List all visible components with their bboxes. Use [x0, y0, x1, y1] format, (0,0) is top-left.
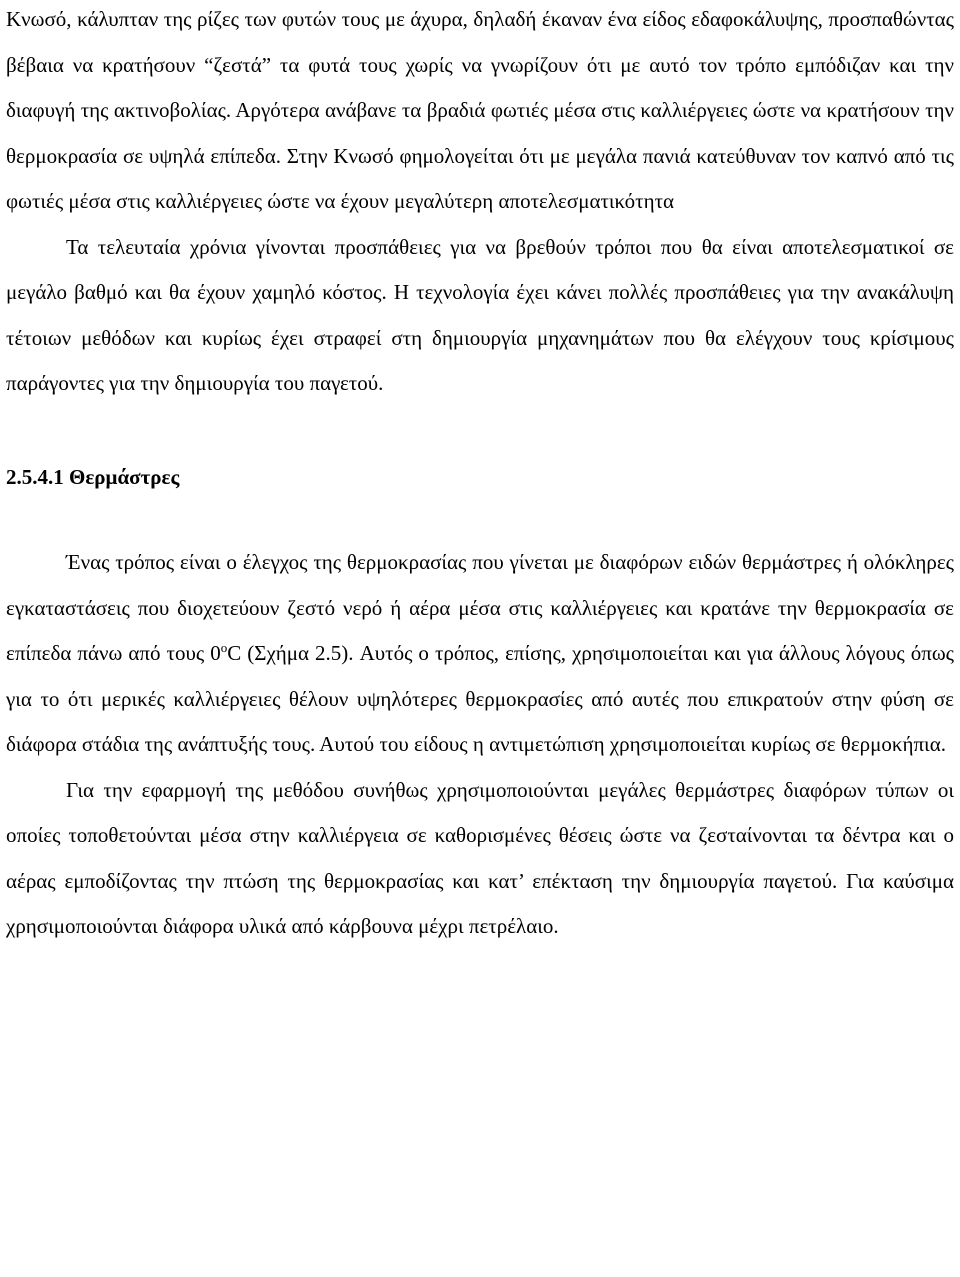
paragraph-heaters-text-end: C (Σχήμα 2.5). Αυτός ο τρόπος, επίσης, χρησιμοποιείται και για άλλους λόγους όπως για το ότι μερικές καλλιέργειες θέλουν υψηλότερες θερμοκρασίες από αυτές που επικρατούν στην φύση σε διάφορα στάδια της ανάπτυξής τους. Αυτού του είδους η αντιμετώπιση χρησιμοποιείται κυρίως σε θερμοκήπια. — [6, 641, 954, 756]
paragraph-heaters-method — [6, 540, 954, 768]
paragraph-heaters-application: Για την εφαρμογή της μεθόδου συνήθως χρησιμοποιούνται μεγάλες θερμάστρες διαφόρων τύπων οι οποίες τοποθετούνται μέσα στην καλλιέργεια σε καθορισμένες θέσεις ώστε να ζεσταίνονται τα δέντρα και ο αέρας εμποδίζοντας την πτώση της θερμοκρασίας και κατ’ επέκταση την δημιουργία παγετού. Για καύσιμα χρησιμοποιούνται διάφορα υλικά από κάρβουνα μέχρι πετρέλαιο. — [6, 777, 954, 938]
paragraph-heaters-text-start: Ένας τρόπος είναι ο έλεγχος της θερμοκρασίας που γίνεται με διαφόρων ειδών θερμάστρες ή ολόκληρες εγκαταστάσεις που διοχετεύουν ζεστό νερό ή αέρα μέσα στις καλλιέργειες και κρατάνε την θερμοκρασία σε επίπεδα πάνω από τους 0 — [6, 550, 954, 665]
paragraph-history-knossos: Κνωσό, κάλυπταν της ρίζες των φυτών τους με άχυρα, δηλαδή έκαναν ένα είδος εδαφοκάλυψης, προσπαθώντας βέβαια να κρατήσουν “ζεστά” τα φυτά τους χωρίς να γνωρίζουν ότι με αυτό τον τρόπο εμπόδιζαν και την διαφυγή της ακτινοβολίας. Αργότερα ανάβανε τα βραδιά φωτιές μέσα στις καλλιέργειες ώστε να κρατήσουν την θερμοκρασία σε υψηλά επίπεδα. Στην Κνωσό φημολογείται ότι με μεγάλα πανιά κατεύθυναν τον καπνό από τις φωτιές μέσα στις καλλιέργειες ώστε να έχουν μεγαλύτερη αποτελεσματικότητα — [6, 7, 954, 213]
paragraph-recent-efforts: Τα τελευταία χρόνια γίνονται προσπάθειες για να βρεθούν τρόποι που θα είναι αποτελεσματικοί σε μεγάλο βαθμό και θα έχουν χαμηλό κόστος. Η τεχνολογία έχει κάνει πολλές προσπάθειες για την ανακάλυψη τέτοιων μεθόδων και κυρίως έχει στραφεί στη δημιουργία μηχανημάτων που θα ελέγχουν τους κρίσιμους παράγοντες για την δημιουργία του παγετού. — [6, 234, 954, 395]
document-page — [6, 0, 954, 1277]
section-heading-heaters: 2.5.4.1 Θερμάστρες — [6, 464, 180, 489]
degree-superscript: o — [220, 640, 228, 655]
